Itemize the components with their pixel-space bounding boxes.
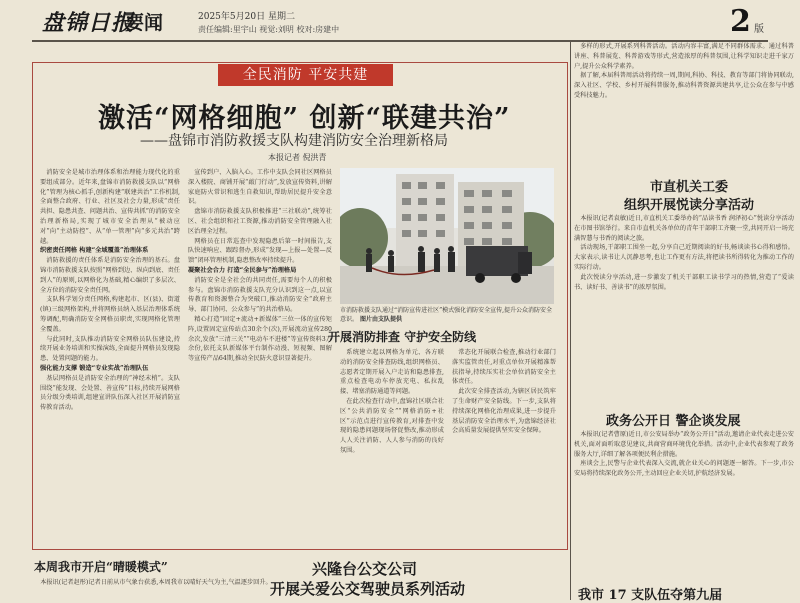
paragraph: 系统建立起以网格为单元、各方联动的消防安全排查防线,组织网格员、志愿者定期开展入户走访和隐患排查,重点检查电动车停放充电、私拉乱接、堵塞消防通道等问题。: [340, 349, 444, 396]
newspaper-logo: 盘锦日报: [42, 10, 135, 36]
paragraph: 消防救援的责任体系是消防安全治理的基石。盘锦市消防救援支队按照“网格到边、纵向到底、责任到人”的原则,以网格化为基础,精心编织了多层次、全方位的消防安全责任网。: [40, 257, 180, 294]
right-headline-1: 市直机关工委: [649, 180, 728, 195]
paragraph: 座谈会上,民警与企业代表深入交流,就企业关心的问题逐一解答。下一步,市公安局将持续深化政务公开,主动回应企业关切,护航经济发展。: [574, 460, 794, 478]
section-title: 要闻: [125, 12, 164, 34]
article-byline: 本报记者 倪洪青: [268, 153, 327, 162]
photo-credit: 图片由支队提供: [359, 316, 402, 323]
article-column-3: [340, 348, 444, 544]
right-headline-3: 我市 17 支队伍夺第九届: [578, 588, 723, 603]
right-column-police-text: [574, 430, 794, 578]
paragraph: 本报讯(记者曹原)近日,市公安局举办“政务公开日”活动,邀请企业代表走进公安机关,面对面听取意见建议,共商营商环境优化举措。活动中,企业代表参观了政务服务大厅,详细了解各项便民利企措施。: [574, 431, 794, 458]
paragraph: 多样的形式,开展系列科普活动。活动内容丰富,满足不同群体需求。通过科普讲座、科普展览、科普游戏等形式,营造浓厚的科普氛围,让科学知识走进千家万户,提升公众科学素养。: [574, 43, 794, 70]
paragraph: 消防安全是城市治理体系和治理能力现代化的重要组成部分。近年来,盘锦市消防救援支队以“网格化”管理为核心抓手,创新构建“联建共治”工作机制,全面整合政府、行业、社区及社会力量,形成“责任共担、隐患共查、问题共治、宣传共抓”的消防安全治理新格局,实现了城市安全治理从“被动应对”向“主动防控”、从“单一管理”向“多元共治”跨越。: [40, 169, 180, 245]
paragraph: 盘锦市消防救援支队积极推进“三社联动”,统筹社区、社会组织和社工资源,推动消防安全管理融入社区治理全过程。: [188, 208, 332, 235]
paragraph: 精心打造“固定+流动+新媒体”三位一体的宣传矩阵,设置固定宣传站点30余个(次),开展流动宣传280余次,发放“三清三关”“电动车不进楼”等宣传资料3万余份,依托支队新媒体平台制作动漫、短视频、图解等宣传产品64期,推动全民防火意识显著提升。: [188, 315, 332, 363]
editor-credits: 责任编辑:里宇山 视觉:刘明 校对:房建中: [198, 25, 340, 34]
paragraph: 此次安全排查活动,为辖区居民筑牢了生命财产安全防线。下一步,支队将持续深化网格化治理成果,进一步提升基层消防安全治理水平,为盘锦经济社会高质量发展提供坚实安全保障。: [452, 388, 556, 435]
paragraph-subheading: 强化能力支撑 锻造“专业实战”治理队伍: [40, 364, 149, 372]
firefighters-drill-photo: [340, 168, 554, 304]
paragraph: 在此次检查行动中,盘锦社区联合社区“公共消防安全”“网格消防+社区”示范点进行宣传教育,对排查中发现的隐患问题现场督促整改,推动形成人人关注消防、人人参与消防的良好氛围。: [340, 397, 444, 454]
article-kicker: 全民消防 平安共建: [218, 64, 393, 86]
article-column-2: [188, 168, 332, 544]
paragraph: 支队科学划分责任网格,构建起市、区(县)、街道(镇)三级网格架构,并将网格员纳入基层治理体系统筹调配,明确消防安全网格员职责,实现网格化管理全覆盖。: [40, 296, 180, 333]
paragraph: 活动现场,干部职工围坐一起,分享自己近期阅读的好书,畅谈读书心得和感悟。大家表示,读书让人沉静思考,也让工作更有方法,将把读书所得转化为推动工作的实际行动。: [574, 244, 794, 271]
bottom-headline-weather: 本周我市开启“晴暖模式”: [34, 560, 168, 574]
page-suffix: 版: [754, 24, 764, 35]
paragraph: 网格员在日常巡查中发现隐患后第一时间报告,支队快速响应、跟踪督办,形成“发现—上报—处置—反馈”闭环管理机制,隐患整改率持续提升。: [188, 237, 332, 265]
paragraph: 据了解,本届科普周活动将持续一周,期间,科协、科技、教育等部门将协同联动,深入社区、学校、乡村开展科普服务,推动科普资源共建共享,让公众在参与中感受科技魅力。: [574, 72, 794, 99]
paragraph-subheading: 织密责任网格 构建“全域覆盖”治理体系: [40, 247, 149, 255]
paragraph: 本报讯(记者袁敏)近日,市直机关工委举办的“品读书香 润泽初心”悦读分享活动在市图书馆举行。来自市直机关各单位的青年干部职工齐聚一堂,共同开启一场充满智慧与书香的阅读之旅。: [574, 215, 794, 242]
photo-caption-text: 市消防救援支队通过“消防宣传进社区”模式强化消防安全宣传,提升公众消防安全意识。: [340, 307, 553, 323]
paragraph: 此次悦读分享活动,进一步激发了机关干部职工读书学习的热情,营造了“爱读书、读好书、善读书”的浓厚氛围。: [574, 273, 794, 291]
article-subtitle: 开展消防排查 守护安全防线: [328, 330, 477, 344]
right-headline-1-sub: 组织开展悦读分享活动: [623, 198, 754, 213]
article-photo: [340, 168, 554, 304]
article-headline: 激活“网格细胞” 创新“联建共治”: [98, 103, 511, 134]
photo-caption: [340, 306, 554, 324]
paragraph: 与此同时,支队推动消防安全网格员队伍建设,持续开展业务培训和实操演练,全面提升网格员发现隐患、处置问题的能力。: [40, 335, 180, 363]
paragraph: 宣传到户、入脑入心。工作中支队会同社区网格员深入楼院、商铺开展“敲门行动”,发放宣传资料,讲解家庭防火常识和逃生自救知识,帮助居民提升安全意识。: [188, 169, 332, 206]
article-subhead: ——盘锦市消防救援支队构建消防安全治理新格局: [140, 133, 448, 149]
bottom-weather-text: [34, 578, 304, 600]
bottom-headline-bus-sub: 开展关爱公交驾驶员系列活动: [270, 580, 466, 598]
right-column-reading-text: [574, 214, 794, 404]
page-number: 2: [730, 4, 751, 39]
article-column-4: [452, 348, 556, 544]
paragraph-subheading: 凝聚社会合力 打造“全民参与”治理格局: [188, 266, 297, 274]
paragraph: 基层网格员是消防安全治理的“神经末梢”。支队围绕“能发现、会处置、善宣传”目标,持续开展网格员分级分类培训,组建宣讲队伍深入社区开展消防宣传教育活动。: [40, 374, 180, 412]
paragraph: 消防安全是全社会的共同责任,需要每个人的积极参与。盘锦市消防救援支队充分认识到这一点,以宣传教育和资源整合为突破口,推动消防安全“政府主导、部门协同、公众参与”的共治格局。: [188, 276, 332, 314]
paragraph: 常态化开展联合检查,推动行业部门落实监管责任,对重点单位开展精准帮扶指导,持续压实社会单位消防安全主体责任。: [452, 349, 556, 386]
issue-date: 2025年5月20日 星期二: [198, 12, 295, 22]
right-headline-2: 政务公开日 警企谈发展: [606, 414, 741, 429]
column-divider: [570, 42, 571, 600]
bottom-weather-paragraph: 本报讯(记者赵彤)记者日前从市气象台获悉,本周我市以晴好天气为主,气温逐步回升。: [40, 579, 272, 586]
bottom-headline-bus: 兴隆台公交公司: [312, 560, 418, 578]
article-column-1: [40, 168, 180, 544]
